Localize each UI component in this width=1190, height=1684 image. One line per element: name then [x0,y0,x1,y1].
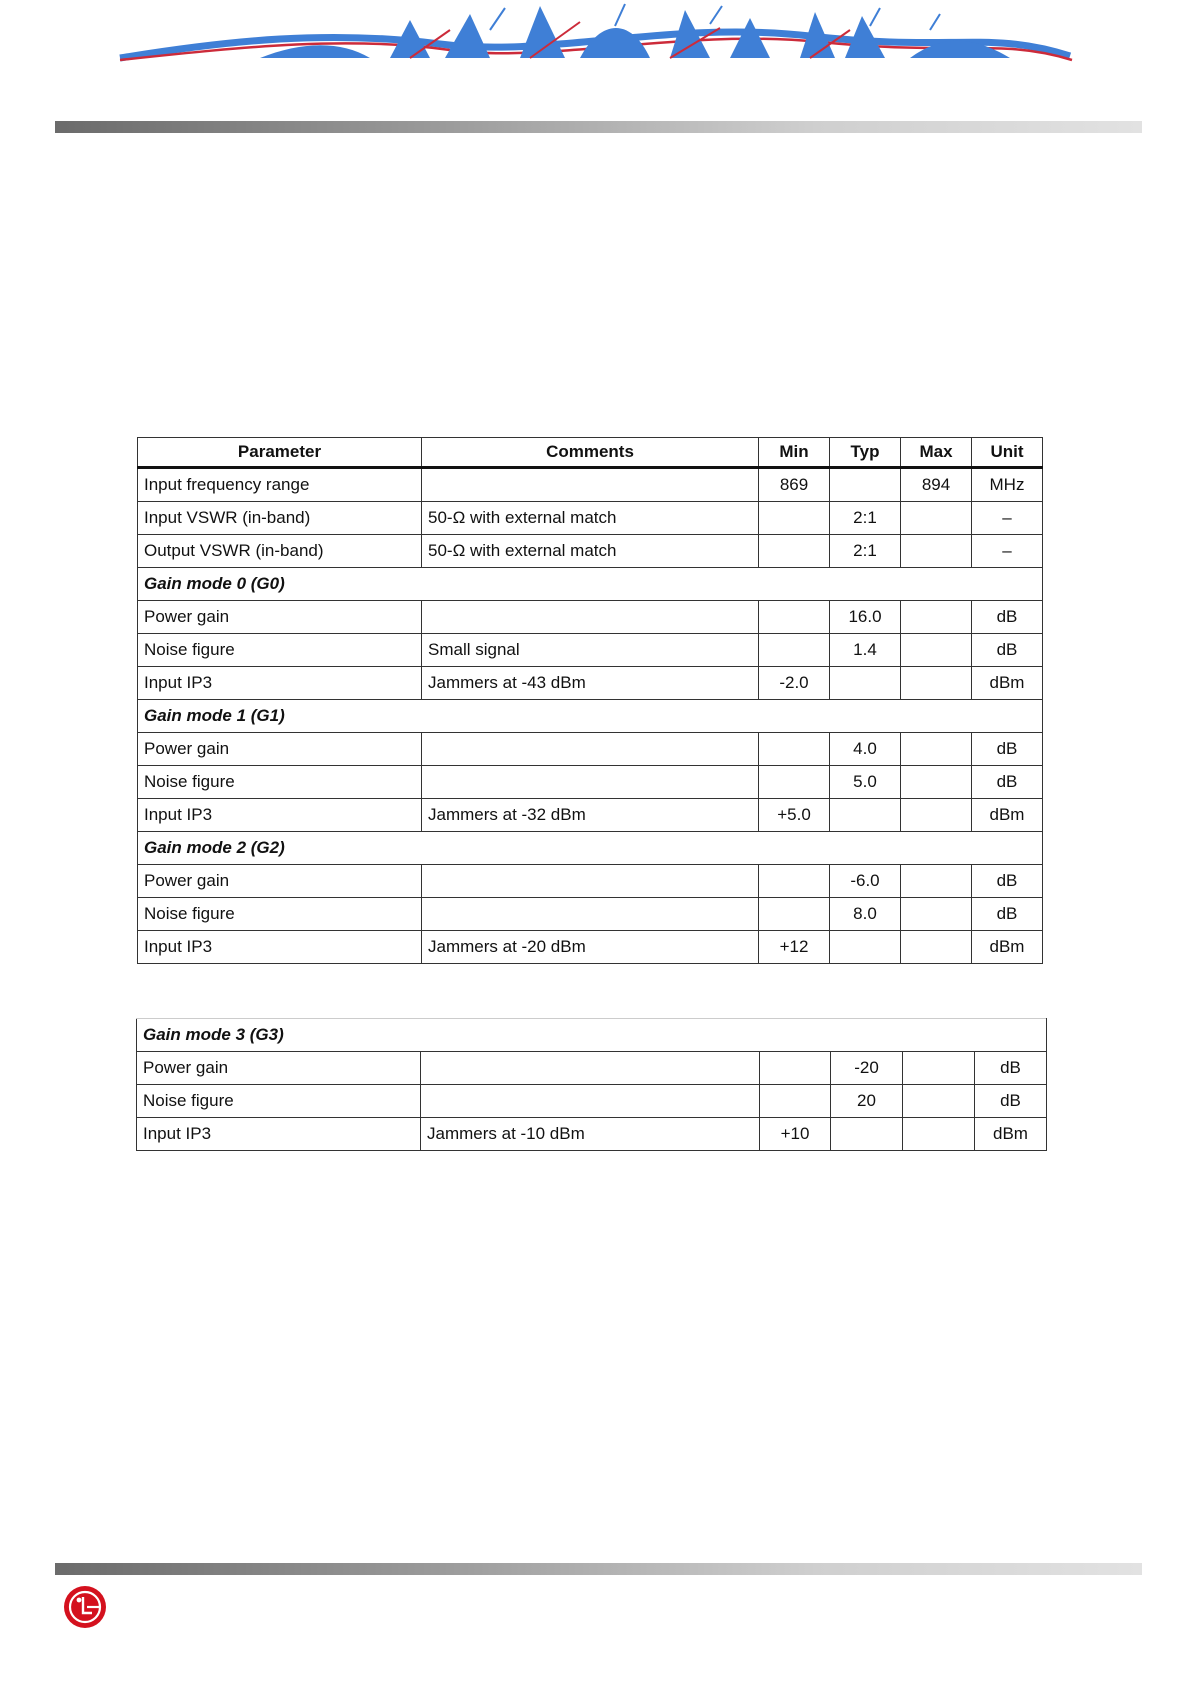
unit-cell: dB [972,733,1043,766]
table-row [138,667,1043,700]
typ-cell: 8.0 [830,898,901,931]
parameter-cell: Power gain [138,601,422,634]
parameter-cell: Power gain [138,733,422,766]
table-row [138,601,1043,634]
header-parameter: Parameter [138,438,422,468]
comments-cell [422,766,759,799]
unit-cell: – [972,502,1043,535]
typ-cell: 4.0 [830,733,901,766]
typ-cell: 2:1 [830,502,901,535]
comments-cell [422,865,759,898]
gain-mode-label: Gain mode 0 (G0) [138,568,1043,601]
unit-cell: dB [972,766,1043,799]
comments-cell [422,468,759,502]
unit-cell: dBm [975,1118,1047,1151]
max-cell [901,865,972,898]
typ-cell: 5.0 [830,766,901,799]
header-max: Max [901,438,972,468]
header-min: Min [759,438,830,468]
table-row [138,733,1043,766]
max-cell [901,601,972,634]
table-row [138,502,1043,535]
min-cell: 869 [759,468,830,502]
table-row [137,1118,1047,1151]
comments-cell: Jammers at -20 dBm [422,931,759,964]
min-cell [759,502,830,535]
min-cell [760,1052,831,1085]
unit-cell: dB [975,1052,1047,1085]
typ-cell: 16.0 [830,601,901,634]
max-cell [903,1118,975,1151]
comments-cell [421,1052,760,1085]
gain-mode-row [138,700,1043,733]
typ-cell: 1.4 [830,634,901,667]
max-cell [903,1052,975,1085]
parameter-cell: Noise figure [138,898,422,931]
parameter-cell: Input IP3 [138,931,422,964]
comments-cell [422,601,759,634]
parameter-cell: Input VSWR (in-band) [138,502,422,535]
table-row [138,468,1043,502]
max-cell [901,634,972,667]
header-gradient-bar [55,121,1142,133]
max-cell [903,1085,975,1118]
max-cell [901,502,972,535]
gain-mode-label: Gain mode 2 (G2) [138,832,1043,865]
unit-cell: dB [972,898,1043,931]
table-row [138,634,1043,667]
unit-cell: dB [972,634,1043,667]
typ-cell [830,931,901,964]
table-row [138,799,1043,832]
gain-mode-label: Gain mode 1 (G1) [138,700,1043,733]
max-cell [901,535,972,568]
min-cell: +12 [759,931,830,964]
gain-mode-row [137,1019,1047,1052]
comments-cell [421,1085,760,1118]
comments-cell [422,898,759,931]
footer-gradient-bar [55,1563,1142,1575]
table-row [137,1052,1047,1085]
min-cell [759,865,830,898]
parameter-cell: Power gain [137,1052,421,1085]
specifications-table-continued [136,1018,1047,1151]
parameter-cell: Input IP3 [138,799,422,832]
gain-mode-label: Gain mode 3 (G3) [137,1019,1047,1052]
header-banner-graphic [110,0,1080,64]
typ-cell: 20 [831,1085,903,1118]
header-typ: Typ [830,438,901,468]
table-row [138,766,1043,799]
parameter-cell: Noise figure [137,1085,421,1118]
comments-cell: Jammers at -10 dBm [421,1118,760,1151]
min-cell [759,601,830,634]
table-row [138,535,1043,568]
max-cell [901,799,972,832]
table-row [138,898,1043,931]
max-cell [901,667,972,700]
specifications-table [137,437,1043,964]
min-cell [759,535,830,568]
unit-cell: dBm [972,799,1043,832]
gain-mode-row [138,832,1043,865]
max-cell [901,898,972,931]
comments-cell: Jammers at -43 dBm [422,667,759,700]
comments-cell: 50-Ω with external match [422,502,759,535]
unit-cell: – [972,535,1043,568]
parameter-cell: Power gain [138,865,422,898]
table-header-row [138,438,1043,468]
table-row [138,865,1043,898]
typ-cell: -6.0 [830,865,901,898]
comments-cell: Small signal [422,634,759,667]
parameter-cell: Output VSWR (in-band) [138,535,422,568]
min-cell [759,733,830,766]
max-cell [901,931,972,964]
comments-cell: 50-Ω with external match [422,535,759,568]
header-comments: Comments [422,438,759,468]
header-unit: Unit [972,438,1043,468]
unit-cell: dB [972,865,1043,898]
typ-cell: -20 [831,1052,903,1085]
typ-cell [830,468,901,502]
parameter-cell: Noise figure [138,634,422,667]
typ-cell [830,667,901,700]
parameter-cell: Input frequency range [138,468,422,502]
typ-cell: 2:1 [830,535,901,568]
parameter-cell: Input IP3 [137,1118,421,1151]
table-row [137,1085,1047,1118]
table-row [138,931,1043,964]
comments-cell [422,733,759,766]
unit-cell: dB [972,601,1043,634]
comments-cell: Jammers at -32 dBm [422,799,759,832]
min-cell [759,766,830,799]
max-cell [901,733,972,766]
min-cell [759,898,830,931]
parameter-cell: Noise figure [138,766,422,799]
min-cell: +5.0 [759,799,830,832]
unit-cell: dBm [972,667,1043,700]
max-cell [901,766,972,799]
typ-cell [831,1118,903,1151]
unit-cell: dB [975,1085,1047,1118]
unit-cell: MHz [972,468,1043,502]
typ-cell [830,799,901,832]
min-cell: -2.0 [759,667,830,700]
parameter-cell: Input IP3 [138,667,422,700]
gain-mode-row [138,568,1043,601]
min-cell [759,634,830,667]
unit-cell: dBm [972,931,1043,964]
min-cell [760,1085,831,1118]
lg-logo-icon [63,1585,107,1629]
max-cell: 894 [901,468,972,502]
min-cell: +10 [760,1118,831,1151]
